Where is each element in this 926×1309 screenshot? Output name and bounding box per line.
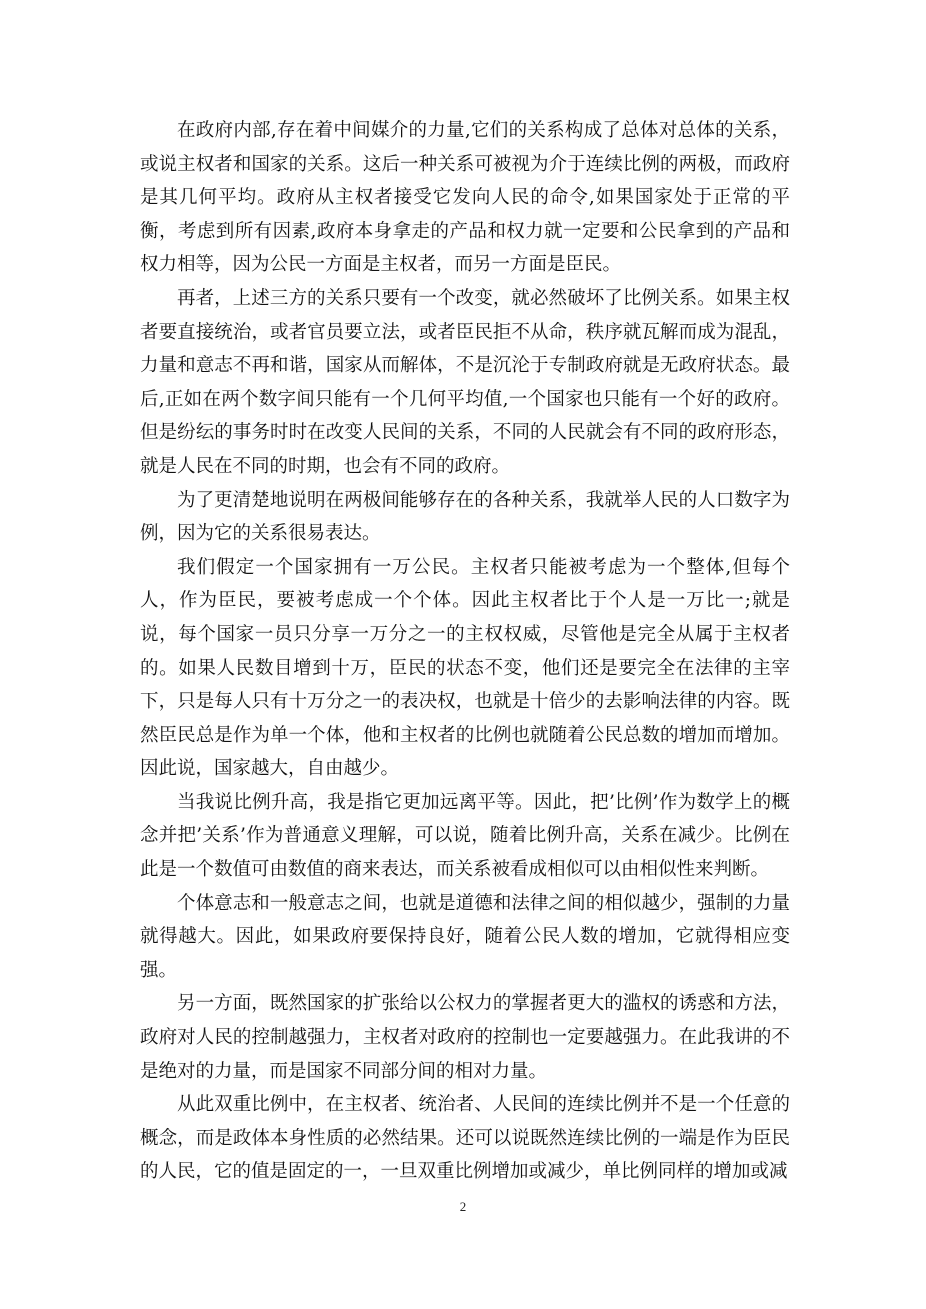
paragraph-2: 再者，上述三方的关系只要有一个改变，就必然破坏了比例关系。如果主权者要直接统治，或者官员要立法，或者臣民拒不从命，秩序就瓦解而成为混乱，力量和意志不再和谐，国家从而解体，不是沉沦于专制政府就是无政府状态。最后,正如在两个数字间只能有一个几何平均值,一个国家也只能有一个好的政府。但是纷纭的事务时时在改变人民间的关系，不同的人民就会有不同的政府形态，就是人民在不同的时期，也会有不同的政府。 [140, 287, 790, 477]
paragraph-1: 在政府内部,存在着中间媒介的力量,它们的关系构成了总体对总体的关系，或说主权者和国家的关系。这后一种关系可被视为介于连续比例的两极，而政府是其几何平均。政府从主权者接受它发向人民的命令,如果国家处于正常的平衡，考虑到所有因素,政府本身拿走的产品和权力就一定要和公民拿到的产品和权力相等，因为公民一方面是主权者，而另一方面是臣民。 [140, 120, 790, 276]
paragraph-5: 当我说比例升高，我是指它更加远离平等。因此，把’比例’作为数学上的概念并把’关系’作为普通意义理解，可以说，随着比例升高，关系在减少。比例在此是一个数值可由数值的商来表达，而关系被看成相似可以由相似性来判断。 [140, 791, 790, 881]
paragraph-8: 从此双重比例中，在主权者、统治者、人民间的连续比例并不是一个任意的概念，而是政体本身性质的必然结果。还可以说既然连续比例的一端是作为臣民的人民，它的值是固定的一，一旦双重比例增加或减少，单比例同样的增加或减 [140, 1094, 790, 1183]
paragraph-7: 另一方面，既然国家的扩张给以公权力的掌握者更大的滥权的诱惑和方法，政府对人民的控制越强力，主权者对政府的控制也一定要越强力。在此我讲的不是绝对的力量，而是国家不同部分间的相对力量。 [140, 993, 790, 1082]
page-number: 2 [459, 1199, 467, 1214]
body-text [140, 114, 790, 1189]
paragraph-4: 我们假定一个国家拥有一万公民。主权者只能被考虑为一个整体,但每个人，作为臣民，要被考虑成一个个体。因此主权者比于个人是一万比一;就是说，每个国家一员只分享一万分之一的主权权威，尽管他是完全从属于主权者的。如果人民数目增到十万，臣民的状态不变，他们还是要完全在法律的主宰下，只是每人只有十万分之一的表决权，也就是十倍少的去影响法律的内容。既然臣民总是作为单一个体，他和主权者的比例也就随着公民总数的增加而增加。因此说，国家越大，自由越少。 [140, 556, 790, 780]
paragraph-3: 为了更清楚地说明在两极间能够存在的各种关系，我就举人民的人口数字为例，因为它的关系很易表达。 [140, 489, 790, 545]
paragraph-6: 个体意志和一般意志之间，也就是道德和法律之间的相似越少，强制的力量就得越大。因此，如果政府要保持良好，随着公民人数的增加，它就得相应变强。 [140, 892, 790, 981]
